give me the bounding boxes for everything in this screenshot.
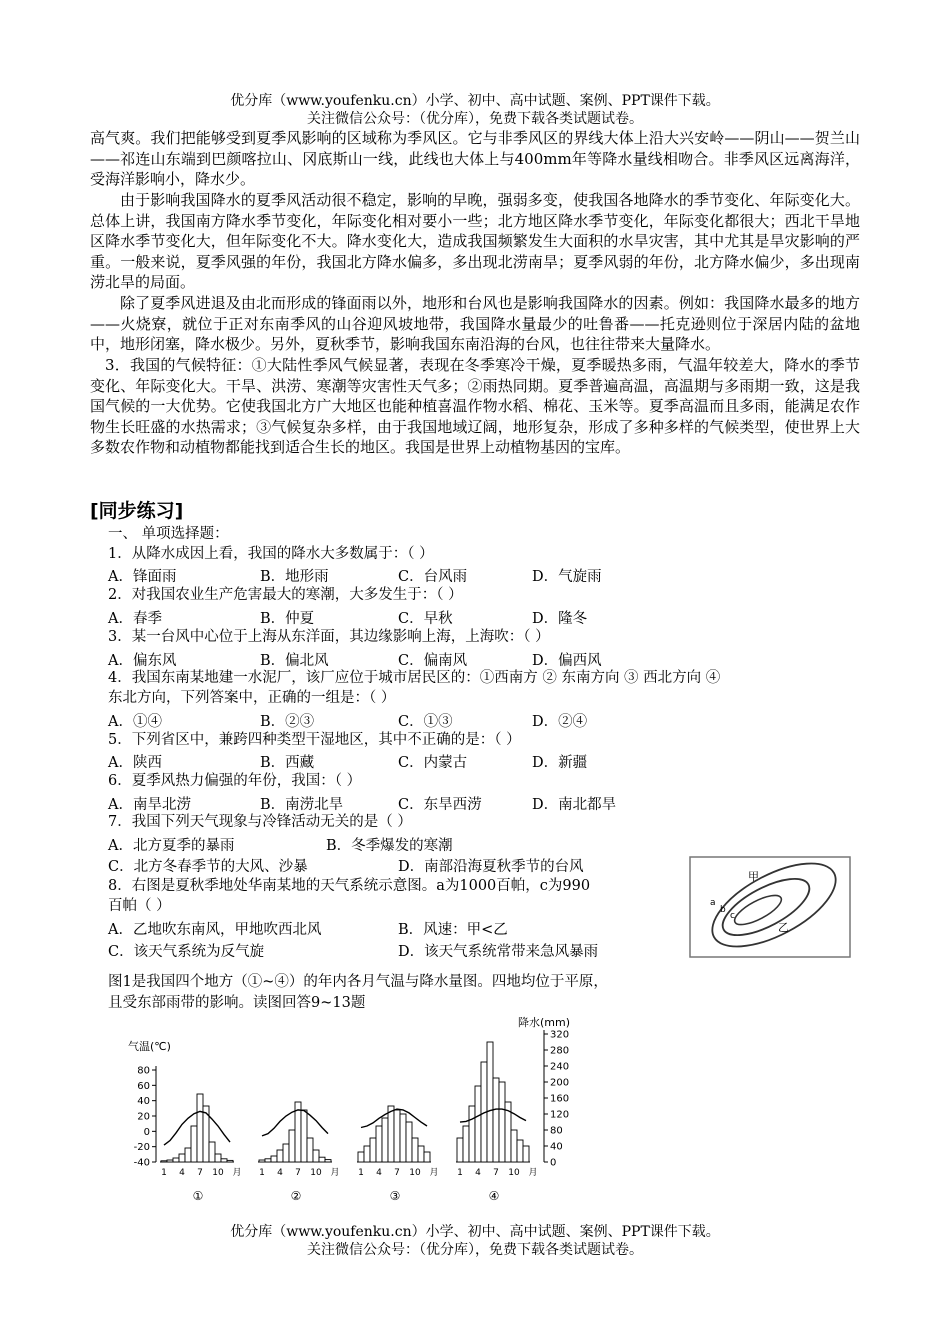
precip-bar bbox=[325, 1160, 331, 1162]
precip-tick-label: 320 bbox=[550, 1029, 570, 1041]
q5-option-a[interactable]: A．陕西 bbox=[108, 755, 162, 771]
precip-bar bbox=[475, 1086, 481, 1162]
figure-intro-line-1: 图1是我国四个地方（①~④）的年内各月气温与降水量图。四地均位于平原， bbox=[108, 974, 608, 990]
temp-tick-label: 0 bbox=[143, 1126, 150, 1138]
temp-tick-label: -20 bbox=[133, 1142, 150, 1154]
precip-bar bbox=[313, 1150, 319, 1162]
precip-bar bbox=[376, 1126, 382, 1162]
month-tick-label: 1 bbox=[457, 1168, 463, 1178]
climate-panel-1 bbox=[160, 1094, 242, 1203]
month-tick-label: 10 bbox=[508, 1168, 520, 1178]
q2-option-b[interactable]: B．仲夏 bbox=[260, 611, 315, 627]
month-tick-label: 4 bbox=[475, 1168, 481, 1178]
month-tick-label: 月 bbox=[528, 1168, 538, 1178]
precip-bar bbox=[271, 1156, 277, 1162]
part-heading: 一、 单项选择题： bbox=[108, 526, 229, 542]
month-tick-label: 1 bbox=[358, 1168, 364, 1178]
q4-option-c[interactable]: C．①③ bbox=[398, 714, 453, 730]
pressure-system-map bbox=[688, 855, 853, 960]
temp-tick-label: -40 bbox=[133, 1157, 150, 1169]
precip-bar bbox=[221, 1159, 227, 1162]
climate-panel-2 bbox=[258, 1102, 340, 1203]
q2-option-c[interactable]: C．早秋 bbox=[398, 611, 453, 627]
map-label-jia: 甲 bbox=[748, 870, 759, 883]
month-tick-label: 10 bbox=[212, 1168, 224, 1178]
precip-bar bbox=[469, 1106, 475, 1162]
month-tick-label: 1 bbox=[259, 1168, 265, 1178]
precip-tick-label: 80 bbox=[550, 1125, 563, 1137]
paragraph-climate-features: 3．我国的气候特征：①大陆性季风气候显著，表现在冬季寒冷干燥，夏季暖热多雨，气温年较差大，降水的季节变化、年际变化大。干旱、洪涝、寒潮等灾害性天气多；②雨热同期。夏季普遍高温，高温期与多雨期一致，这是我国气候的一大优势。它使我国北方广大地区也能种植喜温作物水稻、棉花、玉米等。夏季高温而且多雨，能满足农作物生长旺盛的水热需求；③气候复杂多样，由于我国地域辽阔，地形复杂，形成了多种多样的气候类型，使世界上大多数农作物和动植物都能找到适合生长的地区。我国是世界上动植物基因的宝库。 bbox=[90, 356, 860, 457]
precip-bar bbox=[400, 1114, 406, 1162]
precip-bar bbox=[191, 1126, 197, 1162]
precip-bar bbox=[493, 1078, 499, 1162]
precip-bar bbox=[382, 1118, 388, 1162]
climate-panel-4 bbox=[456, 1042, 538, 1203]
question-2-stem: 2．对我国农业生产危害最大的寒潮，大多发生于：（ ） bbox=[108, 587, 463, 603]
precip-bar bbox=[301, 1110, 307, 1162]
question-3-stem: 3．某一台风中心位于上海从东洋面，其边缘影响上海，上海吹：（ ） bbox=[108, 629, 550, 645]
precip-bar bbox=[319, 1157, 325, 1162]
section-title: [同步练习] bbox=[90, 500, 184, 522]
precip-bar bbox=[463, 1126, 469, 1162]
q3-option-b[interactable]: B．偏北风 bbox=[260, 653, 329, 669]
precip-bar bbox=[388, 1106, 394, 1162]
question-6-stem: 6．夏季风热力偏强的年份，我国：（ ） bbox=[108, 773, 362, 789]
q7-option-c[interactable]: C．北方冬春季节的大风、沙暴 bbox=[108, 859, 308, 875]
q8-option-a[interactable]: A．乙地吹东南风，甲地吹西北风 bbox=[108, 922, 322, 938]
question-5-stem: 5．下列省区中，兼跨四种类型干湿地区，其中不正确的是：（ ） bbox=[108, 732, 521, 748]
precip-tick-label: 0 bbox=[550, 1157, 557, 1169]
panel-label: ① bbox=[192, 1189, 204, 1203]
q7-option-d[interactable]: D．南部沿海夏秋季节的台风 bbox=[398, 859, 584, 875]
q4-option-d[interactable]: D．②④ bbox=[532, 714, 588, 730]
month-tick-label: 10 bbox=[409, 1168, 421, 1178]
q3-option-d[interactable]: D．偏西风 bbox=[532, 653, 602, 669]
map-label-a: a bbox=[710, 898, 716, 908]
month-tick-label: 4 bbox=[179, 1168, 185, 1178]
precip-bar bbox=[358, 1152, 364, 1162]
q3-option-c[interactable]: C．偏南风 bbox=[398, 653, 468, 669]
precip-axis-label: 降水(mm) bbox=[518, 1016, 571, 1029]
month-tick-label: 7 bbox=[197, 1168, 203, 1178]
q6-option-b[interactable]: B．南涝北旱 bbox=[260, 797, 344, 813]
panel-label: ② bbox=[290, 1189, 302, 1203]
q5-option-b[interactable]: B．西藏 bbox=[260, 755, 315, 771]
question-8-stem: 8．右图是夏秋季地处华南某地的天气系统示意图。a为1000百帕，c为990 bbox=[108, 878, 591, 894]
precip-bar bbox=[424, 1152, 430, 1162]
precip-bar bbox=[412, 1138, 418, 1162]
precip-tick-label: 200 bbox=[550, 1077, 570, 1089]
temp-axis-label: 气温(℃) bbox=[128, 1040, 171, 1053]
precip-bar bbox=[277, 1150, 283, 1162]
q6-option-a[interactable]: A．南旱北涝 bbox=[108, 797, 191, 813]
month-tick-label: 7 bbox=[394, 1168, 400, 1178]
q7-option-a[interactable]: A．北方夏季的暴雨 bbox=[108, 838, 235, 854]
temp-tick-label: 80 bbox=[137, 1065, 150, 1077]
precip-tick-label: 240 bbox=[550, 1061, 570, 1073]
q5-option-d[interactable]: D．新疆 bbox=[532, 755, 588, 771]
footer-line-1: 优分库（www.youfenku.cn）小学、初中、高中试题、案例、PPT课件下载。 bbox=[230, 1224, 720, 1240]
month-tick-label: 4 bbox=[277, 1168, 283, 1178]
paragraph-monsoon-region: 高气爽。我们把能够受到夏季风影响的区域称为季风区。它与非季风区的界线大体上沿大兴安岭——阴山——贺兰山——祁连山东端到巴颜喀拉山、冈底斯山一线，此线也大体上与400mm年等降水量线相吻合。非季风区远离海洋，受海洋影响小，降水少。 bbox=[90, 129, 860, 189]
q4-option-b[interactable]: B．②③ bbox=[260, 714, 315, 730]
month-tick-label: 月 bbox=[429, 1168, 439, 1178]
month-tick-label: 月 bbox=[232, 1168, 242, 1178]
climate-chart bbox=[110, 1012, 600, 1212]
q6-option-d[interactable]: D．南北都旱 bbox=[532, 797, 617, 813]
temp-tick-label: 20 bbox=[137, 1111, 150, 1123]
footer-line-2: 关注微信公众号：（优分库），免费下载各类试题试卷。 bbox=[307, 1242, 643, 1258]
panel-label: ③ bbox=[389, 1189, 401, 1203]
month-tick-label: 10 bbox=[310, 1168, 322, 1178]
precip-bar bbox=[457, 1138, 463, 1162]
precip-bar bbox=[499, 1082, 505, 1162]
question-1-stem: 1．从降水成因上看，我国的降水大多数属于：（ ） bbox=[108, 546, 434, 562]
question-4-stem-cont: 东北方向，下列答案中，正确的一组是：（ ） bbox=[108, 690, 396, 706]
precip-bar bbox=[406, 1122, 412, 1162]
month-tick-label: 1 bbox=[161, 1168, 167, 1178]
temp-tick-label: 40 bbox=[137, 1096, 150, 1108]
q3-option-a[interactable]: A．偏东风 bbox=[108, 653, 177, 669]
precip-bar bbox=[370, 1138, 376, 1162]
precip-bar bbox=[487, 1042, 493, 1162]
precip-bar bbox=[517, 1140, 523, 1162]
q8-option-d[interactable]: D．该天气系统常带来急风暴雨 bbox=[398, 944, 599, 960]
precip-tick-label: 40 bbox=[550, 1141, 563, 1153]
question-7-stem: 7．我国下列天气现象与冷锋活动无关的是（ ） bbox=[108, 814, 412, 830]
precip-tick-label: 280 bbox=[550, 1045, 570, 1057]
precip-bar bbox=[523, 1146, 529, 1162]
precip-bar bbox=[173, 1158, 179, 1162]
q6-option-c[interactable]: C．东旱西涝 bbox=[398, 797, 482, 813]
precip-bar bbox=[394, 1110, 400, 1162]
precip-bar bbox=[265, 1159, 271, 1162]
q1-option-b[interactable]: B．地形雨 bbox=[260, 569, 329, 585]
header-line-2: 关注微信公众号：（优分库），免费下载各类试题试卷。 bbox=[307, 111, 643, 127]
paragraph-precip-variation: 由于影响我国降水的夏季风活动很不稳定，影响的早晚，强弱多变，使我国各地降水的季节变化、年际变化大。总体上讲，我国南方降水季节变化，年际变化相对要小一些；北方地区降水季节变化，年际变化都很大；西北干旱地区降水季节变化大，但年际变化不大。降水变化大，造成我国频繁发生大面积的水旱灾害，其中尤其是旱灾影响的严重。一般来说，夏季风强的年份，我国北方降水偏多，多出现北涝南旱；夏季风弱的年份，北方降水偏少，多出现南涝北旱的局面。 bbox=[90, 191, 860, 292]
q4-option-a[interactable]: A．①④ bbox=[108, 714, 162, 730]
month-tick-label: 7 bbox=[493, 1168, 499, 1178]
precip-bar bbox=[364, 1146, 370, 1162]
q1-option-c[interactable]: C．台风雨 bbox=[398, 569, 468, 585]
precip-bar bbox=[179, 1154, 185, 1162]
q7-option-b[interactable]: B．冬季爆发的寒潮 bbox=[326, 838, 453, 854]
q8-option-c[interactable]: C．该天气系统为反气旋 bbox=[108, 944, 265, 960]
temp-tick-label: 60 bbox=[137, 1080, 150, 1092]
precip-bar bbox=[511, 1130, 517, 1162]
precip-bar bbox=[215, 1154, 221, 1162]
precip-bar bbox=[418, 1146, 424, 1162]
figure-intro-line-2: 且受东部雨带的影响。读图回答9~13题 bbox=[108, 995, 366, 1011]
precip-tick-label: 160 bbox=[550, 1093, 570, 1105]
paragraph-terrain-typhoon: 除了夏季风进退及由北而形成的锋面雨以外，地形和台风也是影响我国降水的因素。例如：我国降水最多的地方——火烧寮，就位于正对东南季风的山谷迎风坡地带，我国降水量最少的吐鲁番——托克逊则位于深居内陆的盆地中，地形闭塞，降水极少。另外，夏秋季节，影响我国东南沿海的台风，也往往带来大量降水。 bbox=[90, 294, 860, 354]
header-line-1: 优分库（www.youfenku.cn）小学、初中、高中试题、案例、PPT课件下载。 bbox=[230, 93, 720, 109]
q1-option-d[interactable]: D．气旋雨 bbox=[532, 569, 602, 585]
q2-option-d[interactable]: D．隆冬 bbox=[532, 611, 588, 627]
map-label-yi: 乙 bbox=[778, 921, 789, 934]
precip-bar bbox=[167, 1160, 173, 1162]
precip-bar bbox=[283, 1144, 289, 1162]
question-4-stem: 4．我国东南某地建一水泥厂，该厂应位于城市居民区的：①西南方 ② 东南方向 ③ 西北方向 ④ bbox=[108, 670, 721, 686]
map-label-c: c bbox=[730, 911, 735, 921]
q8-option-b[interactable]: B．风速：甲<乙 bbox=[398, 922, 508, 938]
precip-bar bbox=[185, 1148, 191, 1162]
precip-bar bbox=[209, 1142, 215, 1162]
q1-option-a[interactable]: A．锋面雨 bbox=[108, 569, 177, 585]
question-8-stem-cont: 百帕（ ） bbox=[108, 898, 171, 914]
precip-bar bbox=[289, 1130, 295, 1162]
map-label-b: b bbox=[720, 905, 726, 915]
month-tick-label: 7 bbox=[295, 1168, 301, 1178]
precip-bar bbox=[307, 1138, 313, 1162]
q5-option-c[interactable]: C．内蒙古 bbox=[398, 755, 468, 771]
panel-label: ④ bbox=[488, 1189, 500, 1203]
precip-tick-label: 120 bbox=[550, 1109, 570, 1121]
precip-bar bbox=[227, 1160, 233, 1162]
climate-panel-3 bbox=[357, 1106, 439, 1203]
precip-bar bbox=[197, 1094, 203, 1162]
precip-bar bbox=[259, 1160, 265, 1162]
q2-option-a[interactable]: A．春季 bbox=[108, 611, 162, 627]
month-tick-label: 月 bbox=[330, 1168, 340, 1178]
precip-bar bbox=[161, 1161, 167, 1162]
month-tick-label: 4 bbox=[376, 1168, 382, 1178]
